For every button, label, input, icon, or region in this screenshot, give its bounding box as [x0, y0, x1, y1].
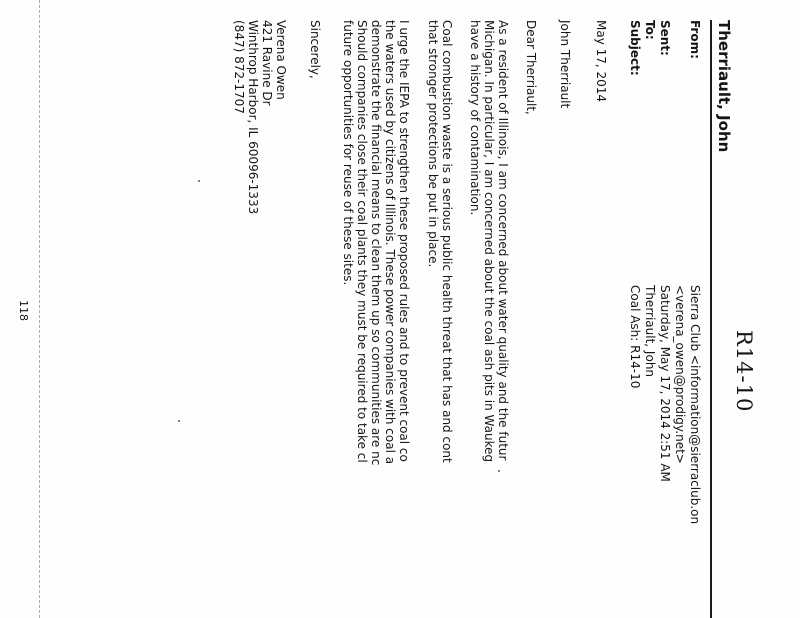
- signature-block: [232, 20, 288, 214]
- signature-line: 421 Ravine Dr: [260, 20, 274, 106]
- header-label: To:: [643, 20, 657, 40]
- header-label: From:: [688, 20, 702, 59]
- signature-line: Winthrop Harbor, IL 60096-1333: [246, 20, 260, 215]
- paragraph-2: [426, 20, 454, 463]
- letter-closing: Sincerely,: [308, 20, 322, 79]
- text-line: the waters used by citizens of Illinois. These power companies with coal a: [383, 20, 397, 465]
- scan-speck: [498, 470, 500, 472]
- text-line: Michigan. In particular, I am concerned about the coal ash pits in Waukeg: [482, 20, 496, 463]
- text-line: have a history of contamination.: [468, 20, 482, 216]
- scan-margin-marks: [35, 0, 40, 618]
- page-number: 118: [17, 300, 30, 321]
- text-line: Coal combustion waste is a serious public health threat that has and cont: [440, 20, 454, 463]
- letter-date: May 17, 2014: [594, 20, 608, 103]
- letter-salutation: Dear Therriault,: [524, 20, 538, 115]
- header-value: Therriault, John: [643, 285, 657, 378]
- text-line: As a resident of Illinois, I am concerned about water quality and the futur: [496, 20, 510, 461]
- header-value: Sierra Club <information@sierraclub.on: [688, 285, 702, 525]
- paragraph-3: [341, 20, 411, 465]
- heading-rule: [710, 20, 712, 618]
- header-label: Sent:: [658, 20, 672, 56]
- header-value: Saturday, May 17, 2014 2:51 AM: [658, 285, 672, 482]
- text-line: that stronger protections be put in place.: [426, 20, 440, 268]
- text-line: Should companies close their coal plants they must be required to take cl: [355, 20, 369, 463]
- paragraph-1: [468, 20, 510, 462]
- header-value: <verena_owen@prodigy.net>: [673, 285, 687, 464]
- scan-speck: [198, 180, 200, 182]
- text-line: I urge the IEPA to strengthen these proposed rules and to prevent coal co: [397, 20, 411, 462]
- record-id: R14-10: [732, 330, 756, 413]
- scan-speck: [178, 420, 180, 422]
- header-value: Coal Ash: R14-10: [628, 285, 642, 389]
- sender-heading: Therriault, John: [715, 20, 733, 153]
- header-label: Subject:: [628, 20, 642, 76]
- signature-line: Verena Owen: [274, 20, 288, 100]
- signature-line: (847) 872-1707: [232, 20, 246, 114]
- text-line: demonstrate the financial means to clean them up so communities are nc: [369, 20, 383, 466]
- letter-recipient: John Therriault: [558, 20, 572, 109]
- text-line: future opportunities for reuse of these sites.: [341, 20, 355, 286]
